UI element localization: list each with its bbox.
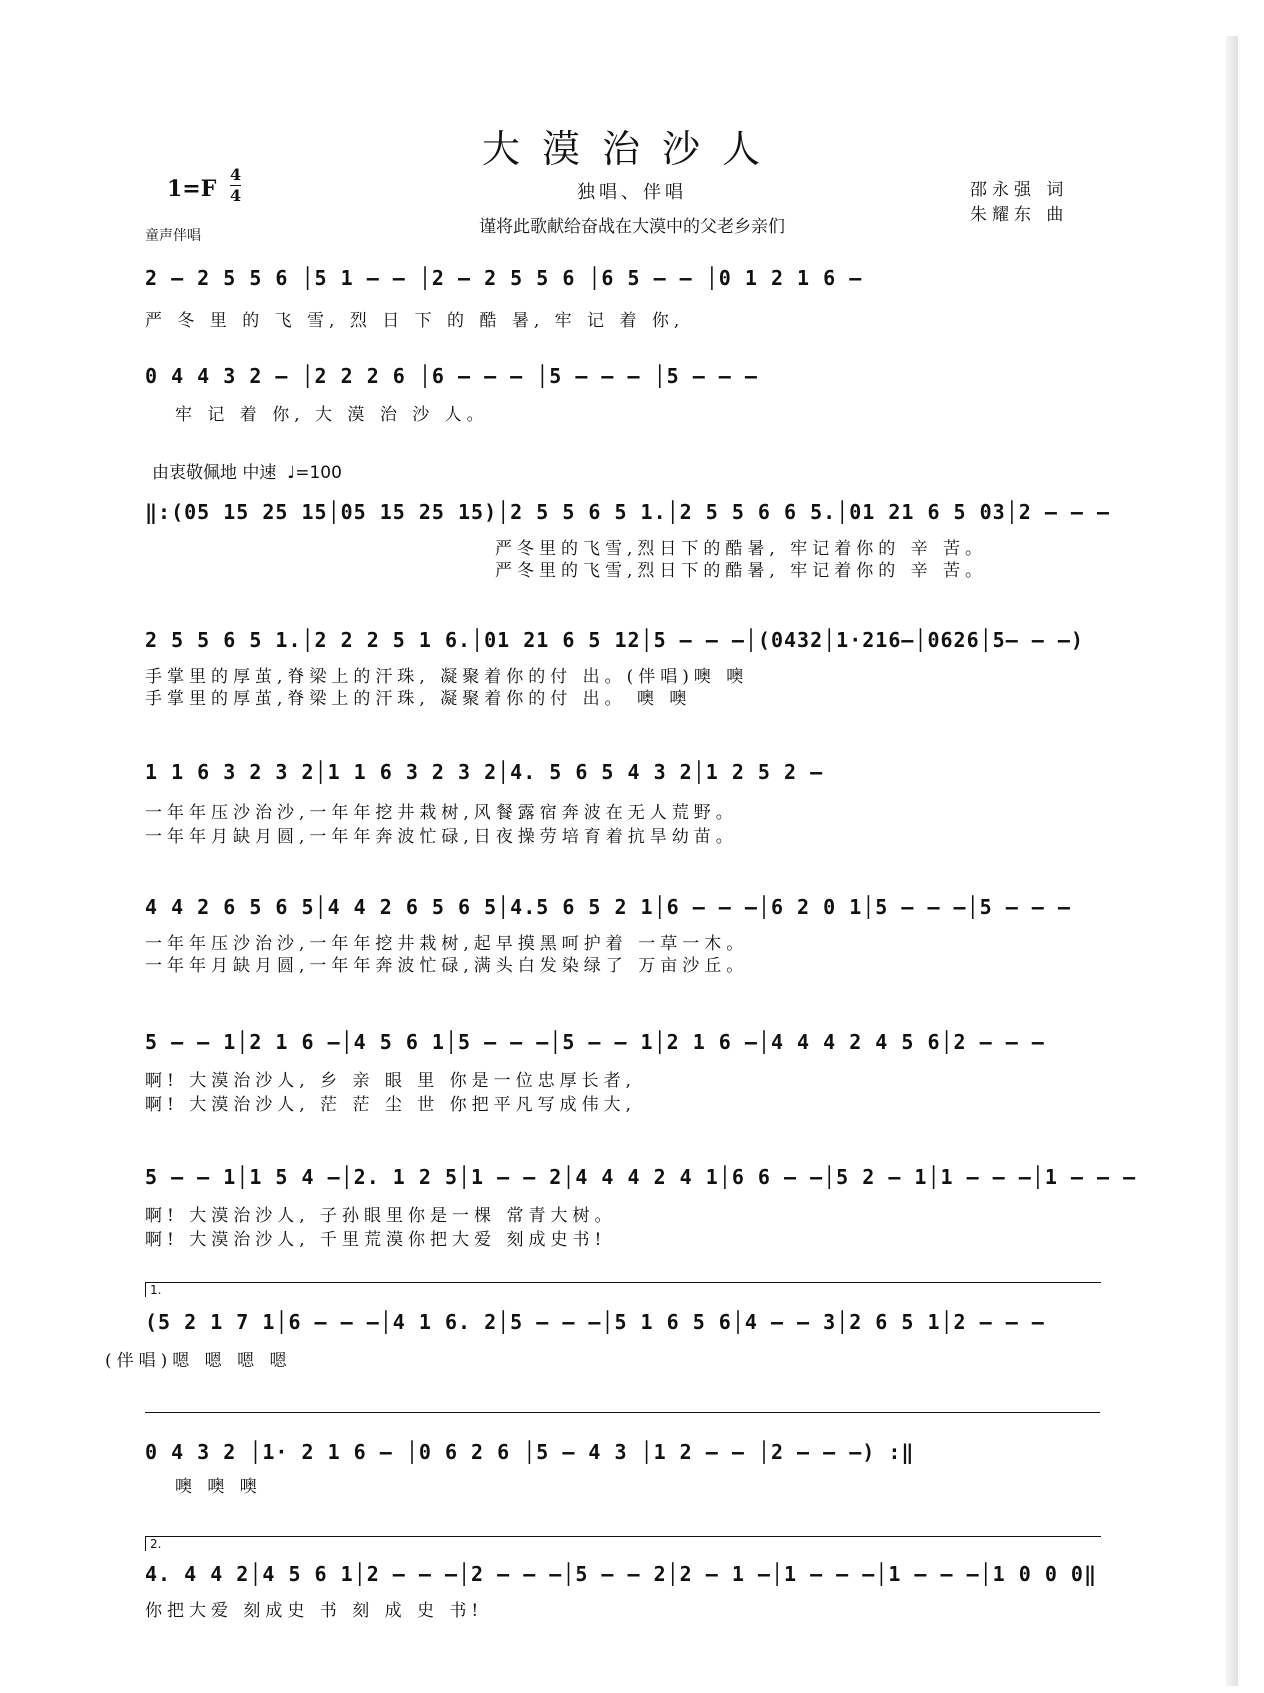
lyric-line: (伴唱)嗯 嗯 嗯 嗯: [105, 1351, 292, 1371]
lyric-line: 一年年压沙治沙,一年年挖井栽树,风餐露宿奔波在无人荒野。: [145, 803, 738, 823]
lyricist-credit: 邵永强 词: [970, 180, 1069, 200]
notation-line: 0 4 3 2 │1· 2 1 6 – │0 6 2 6 │5 – 4 3 │1 2 – – │2 – – –) :‖: [145, 1440, 915, 1464]
song-title: 大漠治沙人: [481, 127, 782, 171]
page-edge-shadow: [1226, 36, 1238, 1686]
lyric-line: 手掌里的厚茧,脊梁上的汗珠, 凝聚着你的付 出。(伴唱)噢 噢: [145, 667, 749, 687]
lyric-line: 啊! 大漠治沙人, 子孙眼里你是一棵 常青大树。: [145, 1206, 617, 1226]
notation-line: 5 – – 1│2 1 6 –│4 5 6 1│5 – – –│5 – – 1│2 1 6 –│4 4 4 2 4 5 6│2 – – –: [145, 1030, 1045, 1054]
lyric-line: 手掌里的厚茧,脊梁上的汗珠, 凝聚着你的付 出。 噢 噢: [145, 689, 692, 709]
tempo-bpm: ♩=100: [287, 463, 342, 483]
volta-continuation-line: [145, 1412, 1100, 1413]
notation-line: 2 5 5 6 5 1.│2 2 2 5 1 6.│01 21 6 5 12│5 – – –│(0432│1·216–│0626│5– – –): [145, 628, 1084, 652]
notation-line: 5 – – 1│1 5 4 –│2. 1 2 5│1 – – 2│4 4 4 2 4 1│6 6 – –│5 2 – 1│1 – – –│1 – – –: [145, 1165, 1137, 1189]
notation-line: 1 1 6 3 2 3 2│1 1 6 3 2 3 2│4. 5 6 5 4 3 2│1 2 5 2 –: [145, 760, 824, 784]
lyric-line: 严冬里的飞雪,烈日下的酷暑, 牢记着你的 辛 苦。: [495, 539, 988, 559]
notation-line: ‖:(05 15 25 15│05 15 25 15)│2 5 5 6 5 1.│2 5 5 6 6 5.│01 21 6 5 03│2 – – –: [145, 500, 1111, 524]
lyric-line: 一年年月缺月圆,一年年奔波忙碌,满头白发染绿了 万亩沙丘。: [145, 956, 749, 976]
meter-bottom: 4: [230, 186, 242, 205]
lyric-line: 啊! 大漠治沙人, 茫 茫 尘 世 你把平凡写成伟大,: [145, 1095, 637, 1115]
meter-top: 4: [230, 165, 242, 184]
lyric-line: 噢 噢 噢: [175, 1477, 262, 1497]
volta-label: 2.: [150, 1537, 162, 1551]
tempo-marking: [152, 458, 342, 483]
tempo-expression: 由衷敬佩地 中速: [152, 463, 277, 483]
notation-line: (5 2 1 7 1│6 – – –│4 1 6. 2│5 – – –│5 1 6 5 6│4 – – 3│2 6 5 1│2 – – –: [145, 1310, 1045, 1334]
composer-credit: 朱耀东 曲: [970, 205, 1069, 225]
notation-line: 0 4 4 3 2 – │2 2 2 6 │6 – – – │5 – – – │5 – – –: [145, 364, 758, 388]
lyric-line: 一年年压沙治沙,一年年挖井栽树,起早摸黑呵护着 一草一木。: [145, 934, 749, 954]
notation-line: 2 – 2 5 5 6 │5 1 – – │2 – 2 5 5 6 │6 5 – – │0 1 2 1 6 –: [145, 266, 863, 290]
lyric-line: 严 冬 里 的 飞 雪, 烈 日 下 的 酷 暑, 牢 记 着 你,: [145, 311, 685, 331]
dedication: 谨将此歌献给奋战在大漠中的父老乡亲们: [479, 217, 785, 237]
performance-type: 独唱、伴唱: [577, 182, 687, 203]
volta-bracket-1: [145, 1282, 1101, 1297]
volta-bracket-2: [145, 1536, 1101, 1551]
notation-line: 4 4 2 6 5 6 5│4 4 2 6 5 6 5│4.5 6 5 2 1│6 – – –│6 2 0 1│5 – – –│5 – – –: [145, 895, 1071, 919]
lyric-line: 牢 记 着 你, 大 漠 治 沙 人。: [175, 405, 489, 425]
lyric-line: 一年年月缺月圆,一年年奔波忙碌,日夜操劳培育着抗旱幼苗。: [145, 827, 738, 847]
lyric-line: 啊! 大漠治沙人, 乡 亲 眼 里 你是一位忠厚长者,: [145, 1071, 637, 1091]
lyric-line: 严冬里的飞雪,烈日下的酷暑, 牢记着你的 辛 苦。: [495, 561, 988, 581]
notation-line: 4. 4 4 2│4 5 6 1│2 – – –│2 – – –│5 – – 2│2 – 1 –│1 – – –│1 – – –│1 0 0 0‖: [145, 1562, 1097, 1586]
key-signature: 1=F: [167, 176, 217, 202]
lyric-line: 你把大爱 刻成史 书 刻 成 史 书!: [145, 1601, 484, 1621]
lyric-line: 啊! 大漠治沙人, 千里荒漠你把大爱 刻成史书!: [145, 1230, 607, 1250]
intro-label: 童声伴唱: [145, 228, 201, 244]
volta-label: 1.: [150, 1283, 162, 1297]
